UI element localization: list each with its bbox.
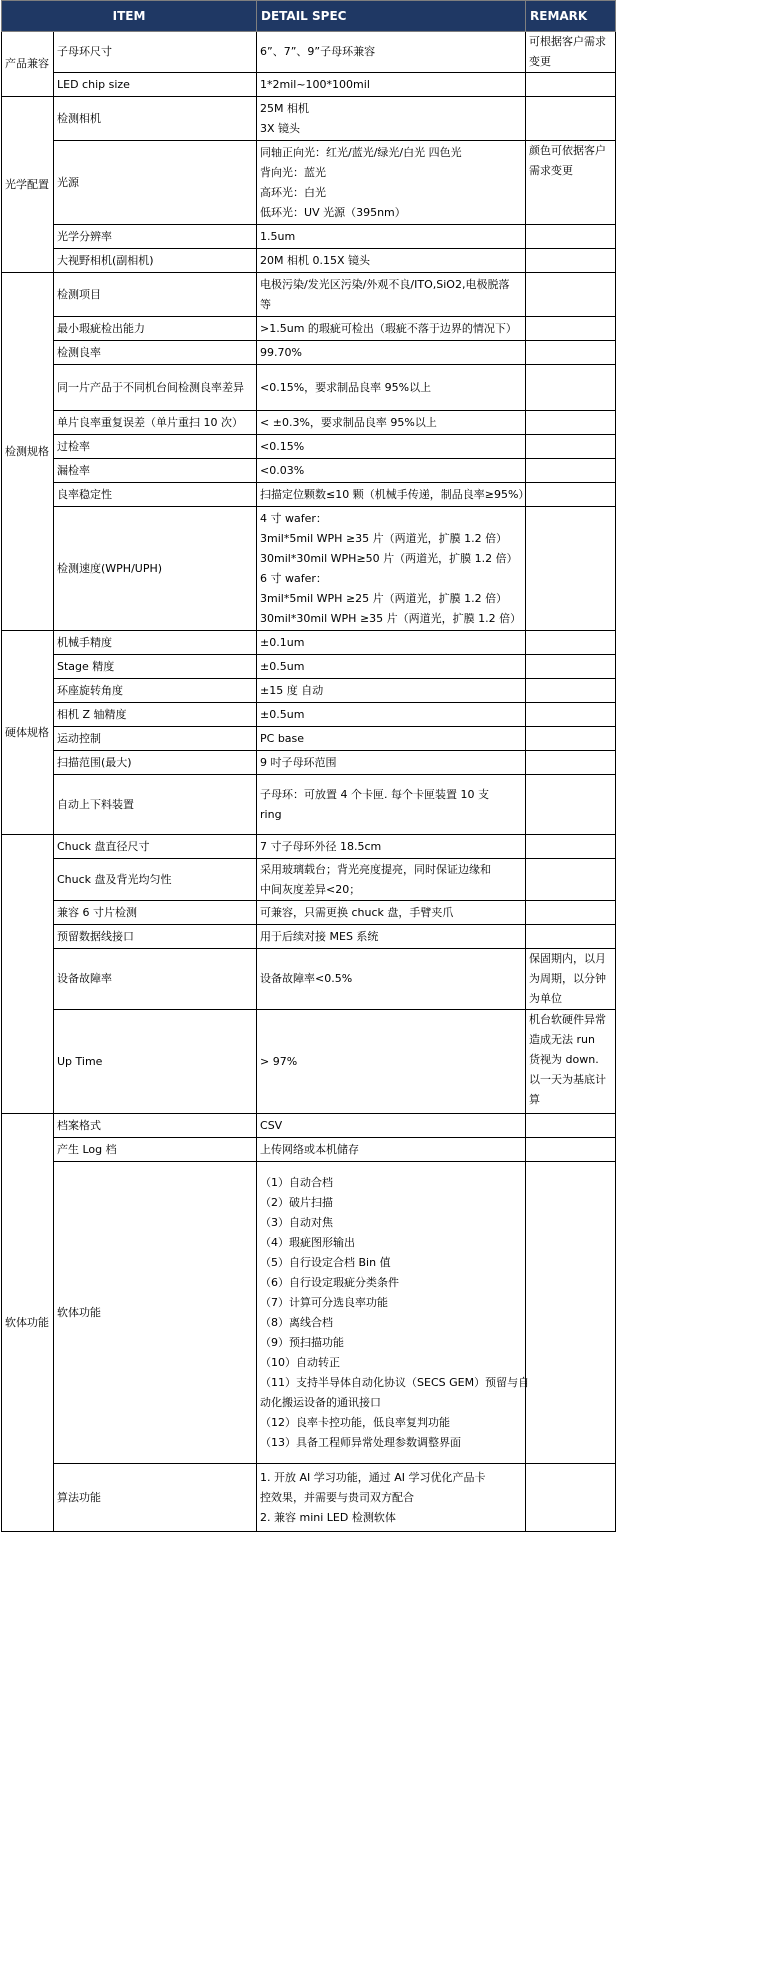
- header-row: [2, 1, 616, 32]
- table-row: [2, 225, 616, 249]
- remark-cell: [526, 835, 616, 859]
- remark-cell: [526, 679, 616, 703]
- detail-cell: [257, 317, 526, 341]
- table-row: [2, 97, 616, 141]
- detail-line: 6”、7”、9”子母环兼容: [260, 45, 376, 58]
- remark-line: 需求变更: [529, 164, 574, 177]
- table-row: [2, 411, 616, 435]
- remark-cell: [526, 249, 616, 273]
- detail-line: （10）自动转正: [260, 1355, 341, 1369]
- detail-line: 1. 开放 AI 学习功能，通过 AI 学习优化产品卡: [260, 1470, 486, 1484]
- item-cell: 检测良率: [54, 341, 257, 365]
- detail-line: 设备故障率<0.5%: [260, 972, 353, 985]
- table-row: [2, 507, 616, 631]
- detail-cell: [257, 249, 526, 273]
- item-cell: 最小瑕疵检出能力: [54, 317, 257, 341]
- table-row: [2, 1010, 616, 1114]
- detail-line: 可兼容，只需更换 chuck 盘，手臂夹爪: [260, 905, 454, 919]
- table-row: [2, 775, 616, 835]
- detail-cell: [257, 835, 526, 859]
- remark-line: 货视为 down.: [529, 1053, 599, 1066]
- table-row: [2, 751, 616, 775]
- table-row: [2, 483, 616, 507]
- detail-line: 控效果，并需要与贵司双方配合: [260, 1490, 415, 1504]
- table-row: [2, 1162, 616, 1464]
- table-row: [2, 341, 616, 365]
- item-cell: 相机 Z 轴精度: [54, 703, 257, 727]
- table-row: [2, 631, 616, 655]
- detail-line: 子母环：可放置 4 个卡匣. 每个卡匣装置 10 支: [260, 787, 489, 801]
- remark-cell: [526, 751, 616, 775]
- item-cell: 大视野相机(副相机): [54, 249, 257, 273]
- item-cell: 设备故障率: [54, 949, 257, 1010]
- detail-line: > 97%: [260, 1054, 298, 1068]
- spec-table-body: [2, 32, 616, 1532]
- item-cell: 检测相机: [54, 97, 257, 141]
- item-cell: 预留数据线接口: [54, 925, 257, 949]
- table-row: [2, 859, 616, 901]
- detail-cell: [257, 631, 526, 655]
- detail-cell: [257, 949, 526, 1010]
- remark-cell: [526, 1114, 616, 1138]
- detail-cell: [257, 1464, 526, 1532]
- header-remark: REMARK: [526, 1, 616, 32]
- remark-cell: [526, 727, 616, 751]
- table-row: [2, 679, 616, 703]
- detail-cell: [257, 435, 526, 459]
- detail-cell: [257, 459, 526, 483]
- table-row: [2, 459, 616, 483]
- detail-cell: [257, 655, 526, 679]
- table-row: [2, 435, 616, 459]
- detail-line: （5）自行设定合档 Bin 值: [260, 1255, 391, 1269]
- detail-cell: [257, 901, 526, 925]
- remark-cell: [526, 459, 616, 483]
- detail-line: （2）破片扫描: [260, 1195, 334, 1209]
- remark-cell: [526, 1138, 616, 1162]
- detail-line: ±0.5um: [260, 707, 305, 721]
- detail-cell: [257, 273, 526, 317]
- remark-line: 变更: [529, 55, 552, 68]
- table-row: [2, 1464, 616, 1532]
- detail-line: （13）具备工程师异常处理参数调整界面: [260, 1435, 462, 1449]
- detail-line: >1.5um 的瑕疵可检出（瑕疵不落于边界的情况下）: [260, 321, 517, 335]
- detail-cell: [257, 679, 526, 703]
- detail-line: 电极污染/发光区污染/外观不良/ITO,SiO2,电极脱落: [260, 277, 510, 291]
- remark-cell: [526, 317, 616, 341]
- detail-line: <0.15%: [260, 439, 305, 453]
- item-cell: 同一片产品于不同机台间检测良率差异: [54, 365, 257, 411]
- detail-cell: [257, 703, 526, 727]
- item-cell: 良率稳定性: [54, 483, 257, 507]
- detail-line: （1）自动合档: [260, 1175, 334, 1189]
- item-cell: 环座旋转角度: [54, 679, 257, 703]
- detail-line: CSV: [260, 1118, 283, 1132]
- detail-line: 扫描定位颗数≤10 颗（机械手传递，制品良率≥95%）: [260, 487, 530, 501]
- table-row: [2, 249, 616, 273]
- remark-cell: [526, 703, 616, 727]
- item-cell: Chuck 盘及背光均匀性: [54, 859, 257, 901]
- remark-cell: [526, 273, 616, 317]
- detail-line: 20M 相机 0.15X 镜头: [260, 253, 371, 267]
- remark-cell: [526, 141, 616, 225]
- detail-line: 3mil*5mil WPH ≥35 片（两道光，扩膜 1.2 倍）: [260, 531, 508, 545]
- table-row: [2, 32, 616, 73]
- detail-line: PC base: [260, 731, 305, 745]
- remark-cell: [526, 341, 616, 365]
- item-cell: Chuck 盘直径尺寸: [54, 835, 257, 859]
- item-cell: 漏检率: [54, 459, 257, 483]
- remark-cell: [526, 949, 616, 1010]
- detail-cell: [257, 507, 526, 631]
- detail-cell: [257, 97, 526, 141]
- remark-cell: [526, 901, 616, 925]
- detail-line: （9）预扫描功能: [260, 1335, 345, 1349]
- detail-line: （8）离线合档: [260, 1315, 334, 1329]
- category-cell: 软体功能: [2, 1114, 54, 1532]
- detail-line: 3mil*5mil WPH ≥25 片（两道光，扩膜 1.2 倍）: [260, 591, 508, 605]
- detail-line: 3X 镜头: [260, 121, 301, 135]
- detail-line: 采用玻璃载台；背光亮度提亮，同时保证边缘和: [260, 862, 492, 876]
- remark-cell: [526, 225, 616, 249]
- item-cell: 单片良率重复误差（单片重扫 10 次）: [54, 411, 257, 435]
- detail-line: <0.03%: [260, 463, 305, 477]
- detail-line: 30mil*30mil WPH≥50 片（两道光，扩膜 1.2 倍）: [260, 551, 518, 565]
- detail-line: <0.15%，要求制品良率 95%以上: [260, 380, 432, 394]
- detail-line: 4 寸 wafer：: [260, 511, 327, 525]
- remark-cell: [526, 1162, 616, 1464]
- category-cell: 检测规格: [2, 273, 54, 631]
- table-row: [2, 949, 616, 1010]
- item-cell: Up Time: [54, 1010, 257, 1114]
- detail-cell: [257, 925, 526, 949]
- item-cell: 档案格式: [54, 1114, 257, 1138]
- header-item: ITEM: [2, 1, 257, 32]
- remark-cell: [526, 483, 616, 507]
- detail-cell: [257, 141, 526, 225]
- table-row: [2, 273, 616, 317]
- item-cell: 运动控制: [54, 727, 257, 751]
- table-row: [2, 901, 616, 925]
- remark-line: 造成无法 run: [529, 1033, 595, 1046]
- detail-line: （4）瑕疵图形输出: [260, 1235, 356, 1249]
- detail-line: 99.70%: [260, 345, 302, 359]
- detail-line: 等: [260, 297, 272, 311]
- category-cell: 产品兼容: [2, 32, 54, 97]
- detail-line: 1*2mil~100*100mil: [260, 77, 370, 91]
- detail-line: 动化搬运设备的通讯接口: [260, 1395, 382, 1409]
- item-cell: 软体功能: [54, 1162, 257, 1464]
- table-row: [2, 703, 616, 727]
- detail-line: 背向光：蓝光: [260, 165, 327, 179]
- item-cell: 过检率: [54, 435, 257, 459]
- detail-line: ±0.1um: [260, 635, 305, 649]
- remark-line: 为单位: [529, 992, 563, 1005]
- item-cell: 自动上下料装置: [54, 775, 257, 835]
- detail-line: ±0.5um: [260, 659, 305, 673]
- remark-cell: [526, 97, 616, 141]
- remark-line: 颜色可依据客户: [529, 144, 607, 157]
- detail-cell: [257, 1114, 526, 1138]
- table-row: [2, 925, 616, 949]
- detail-line: ±15 度 自动: [260, 683, 324, 697]
- remark-cell: [526, 655, 616, 679]
- remark-cell: [526, 73, 616, 97]
- detail-cell: [257, 859, 526, 901]
- table-row: [2, 655, 616, 679]
- remark-cell: [526, 859, 616, 901]
- detail-line: ring: [260, 807, 282, 821]
- table-row: [2, 835, 616, 859]
- detail-line: （12）良率卡控功能，低良率复判功能: [260, 1415, 451, 1429]
- detail-line: 用于后续对接 MES 系统: [260, 929, 379, 943]
- table-row: [2, 1138, 616, 1162]
- detail-line: （6）自行设定瑕疵分类条件: [260, 1275, 400, 1289]
- detail-cell: [257, 751, 526, 775]
- remark-line: 可根据客户需求: [529, 35, 607, 48]
- detail-line: 6 寸 wafer：: [260, 571, 327, 585]
- item-cell: 算法功能: [54, 1464, 257, 1532]
- remark-cell: [526, 32, 616, 73]
- detail-cell: [257, 73, 526, 97]
- remark-line: 保固期内，以月: [529, 952, 607, 965]
- item-cell: LED chip size: [54, 73, 257, 97]
- detail-line: （7）计算可分选良率功能: [260, 1295, 389, 1309]
- detail-line: （11）支持半导体自动化协议（SECS GEM）预留与自: [260, 1375, 530, 1389]
- header-detail: DETAIL SPEC: [257, 1, 526, 32]
- detail-cell: [257, 411, 526, 435]
- table-row: [2, 317, 616, 341]
- item-cell: 兼容 6 寸片检测: [54, 901, 257, 925]
- remark-cell: [526, 435, 616, 459]
- detail-line: < ±0.3%，要求制品良率 95%以上: [260, 415, 437, 429]
- detail-cell: [257, 341, 526, 365]
- item-cell: 子母环尺寸: [54, 32, 257, 73]
- detail-cell: [257, 775, 526, 835]
- remark-cell: [526, 1464, 616, 1532]
- remark-line: 算: [529, 1093, 541, 1106]
- detail-line: 上传网络或本机储存: [260, 1142, 360, 1156]
- detail-line: 2. 兼容 mini LED 检测软体: [260, 1510, 396, 1524]
- detail-cell: [257, 1162, 530, 1464]
- remark-cell: [526, 631, 616, 655]
- item-cell: 机械手精度: [54, 631, 257, 655]
- spec-table: [1, 0, 616, 1532]
- detail-cell: [257, 483, 530, 507]
- remark-cell: [526, 1010, 616, 1114]
- remark-line: 为周期，以分钟: [529, 972, 607, 985]
- item-cell: 产生 Log 档: [54, 1138, 257, 1162]
- table-row: [2, 727, 616, 751]
- table-row: [2, 73, 616, 97]
- detail-cell: [257, 365, 526, 411]
- remark-cell: [526, 507, 616, 631]
- item-cell: 扫描范围(最大): [54, 751, 257, 775]
- detail-line: 低环光：UV 光源（395nm）: [260, 205, 406, 219]
- remark-cell: [526, 925, 616, 949]
- table-row: [2, 365, 616, 411]
- detail-cell: [257, 225, 526, 249]
- category-cell: [2, 835, 54, 1114]
- detail-line: 25M 相机: [260, 101, 309, 115]
- item-cell: 光学分辨率: [54, 225, 257, 249]
- detail-line: 同轴正向光：红光/蓝光/绿光/白光 四色光: [260, 145, 462, 159]
- detail-line: 9 吋子母环范围: [260, 755, 337, 769]
- category-cell: 硬体规格: [2, 631, 54, 835]
- detail-line: 1.5um: [260, 229, 296, 243]
- remark-cell: [526, 775, 616, 835]
- detail-cell: [257, 727, 526, 751]
- detail-cell: [257, 32, 526, 73]
- detail-cell: [257, 1010, 526, 1114]
- item-cell: 检测速度(WPH/UPH): [54, 507, 257, 631]
- remark-cell: [526, 365, 616, 411]
- detail-line: 中间灰度差异<20；: [260, 882, 361, 896]
- table-row: [2, 1114, 616, 1138]
- detail-cell: [257, 1138, 526, 1162]
- item-cell: Stage 精度: [54, 655, 257, 679]
- item-cell: 检测项目: [54, 273, 257, 317]
- detail-line: （3）自动对焦: [260, 1215, 334, 1229]
- category-cell: 光学配置: [2, 97, 54, 273]
- remark-line: 机台软硬件异常: [529, 1013, 607, 1026]
- table-row: [2, 141, 616, 225]
- item-cell: 光源: [54, 141, 257, 225]
- detail-line: 高环光：白光: [260, 185, 327, 199]
- remark-cell: [526, 411, 616, 435]
- detail-line: 7 寸子母环外径 18.5cm: [260, 839, 382, 853]
- remark-line: 以一天为基底计: [529, 1073, 607, 1086]
- detail-line: 30mil*30mil WPH ≥35 片（两道光，扩膜 1.2 倍）: [260, 611, 522, 625]
